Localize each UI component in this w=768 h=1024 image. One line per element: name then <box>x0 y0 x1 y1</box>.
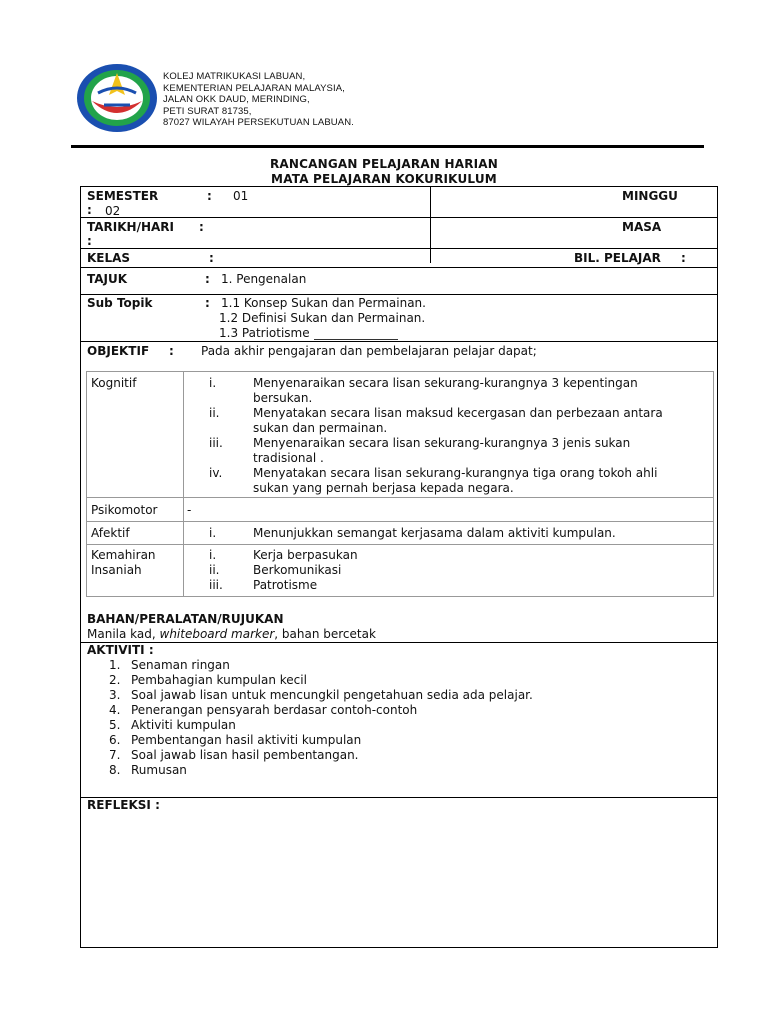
row-divider <box>87 544 713 545</box>
colon: : <box>207 189 212 203</box>
subtopik-item: 1.1 Konsep Sukan dan Permainan. <box>221 296 426 310</box>
item-number: iii. <box>209 436 223 450</box>
colon: : <box>681 251 686 265</box>
colon: : <box>199 220 204 234</box>
bahan-text-part: , bahan bercetak <box>274 627 376 641</box>
row-divider <box>81 341 717 342</box>
aktiviti-num: 4. <box>109 703 121 717</box>
underline <box>314 339 398 340</box>
aktiviti-item: Senaman ringan <box>131 658 230 672</box>
kognitif-item: Menyenaraikan secara lisan sekurang-kurangnya 3 jenis sukan tradisional . <box>253 436 631 465</box>
address-block <box>163 71 354 129</box>
kemahiran-label: Kemahiran <box>91 548 156 562</box>
document-title: RANCANGAN PELAJARAN HARIAN <box>269 157 499 171</box>
college-logo <box>76 63 158 133</box>
row-divider <box>81 248 717 249</box>
bahan-text-part: Manila kad, <box>87 627 156 641</box>
aktiviti-num: 2. <box>109 673 121 687</box>
objektif-text: Pada akhir pengajaran dan pembelajaran pelajar dapat; <box>201 344 537 358</box>
kemahiran-label: Insaniah <box>91 563 142 577</box>
subtopik-item: 1.3 Patriotisme <box>219 326 310 340</box>
aktiviti-item: Pembahagian kumpulan kecil <box>131 673 307 687</box>
colon: : <box>209 251 214 265</box>
aktiviti-item: Soal jawab lisan untuk mencungkil pengetahuan sedia ada pelajar. <box>131 688 533 702</box>
kelas-label: KELAS <box>87 251 131 265</box>
psikomotor-value: - <box>187 503 192 517</box>
aktiviti-label: AKTIVITI : <box>87 643 154 657</box>
address-line: KEMENTERIAN PELAJARAN MALAYSIA, <box>163 82 345 94</box>
kognitif-item: Menyatakan secara lisan sekurang-kurangnya tiga orang tokoh ahli sukan yang pernah berjasa kepada negara. <box>253 466 658 495</box>
item-number: iii. <box>209 578 223 592</box>
colon: : <box>87 234 92 248</box>
colon: : <box>205 272 210 286</box>
row-divider <box>87 521 713 522</box>
aktiviti-item: Aktiviti kumpulan <box>131 718 236 732</box>
kognitif-item: Menyatakan secara lisan maksud kecergasan dan perbezaan antara sukan dan permainan. <box>253 406 663 435</box>
kognitif-label: Kognitif <box>91 376 137 390</box>
kemahiran-item: Patrotisme <box>253 578 318 592</box>
psikomotor-label: Psikomotor <box>91 503 158 517</box>
refleksi-label: REFLEKSI : <box>87 798 160 812</box>
row-divider <box>81 217 717 218</box>
masa-label: MASA <box>622 220 662 234</box>
objectives-table <box>86 371 714 597</box>
bahan-text-italic: whiteboard marker <box>159 627 275 641</box>
kemahiran-item: Berkomunikasi <box>253 563 342 577</box>
semester-label: SEMESTER <box>87 189 159 203</box>
colon: : <box>205 296 210 310</box>
tajuk-value: 1. Pengenalan <box>221 272 307 286</box>
afektif-item: Menunjukkan semangat kerjasama dalam aktiviti kumpulan. <box>253 526 616 540</box>
aktiviti-item: Penerangan pensyarah berdasar contoh-contoh <box>131 703 418 717</box>
aktiviti-num: 1. <box>109 658 121 672</box>
item-number: ii. <box>209 406 220 420</box>
aktiviti-item: Pembentangan hasil aktiviti kumpulan <box>131 733 362 747</box>
item-number: ii. <box>209 563 220 577</box>
item-number: i. <box>209 526 217 540</box>
row-divider <box>81 642 717 643</box>
aktiviti-item: Soal jawab lisan hasil pembentangan. <box>131 748 359 762</box>
tarikh-label: TARIKH/HARI <box>87 220 175 234</box>
bahan-label: BAHAN/PERALATAN/RUJUKAN <box>87 612 284 626</box>
item-number: i. <box>209 548 217 562</box>
afektif-label: Afektif <box>91 526 130 540</box>
tajuk-label: TAJUK <box>87 272 128 286</box>
colon: : <box>87 203 92 217</box>
address-line: JALAN OKK DAUD, MERINDING, <box>163 94 310 106</box>
row-divider <box>81 797 717 798</box>
bil-pelajar-label: BIL. PELAJAR <box>574 251 661 265</box>
address-line: KOLEJ MATRIKUKASI LABUAN, <box>163 71 306 82</box>
kognitif-item: Menyenaraikan secara lisan sekurang-kurangnya 3 kepentingan bersukan. <box>253 376 638 405</box>
aktiviti-num: 7. <box>109 748 121 762</box>
column-divider <box>430 187 431 263</box>
aktiviti-item: Rumusan <box>131 763 187 777</box>
subtopik-item: 1.2 Definisi Sukan dan Permainan. <box>219 311 426 325</box>
subtopik-label: Sub Topik <box>87 296 153 310</box>
aktiviti-num: 6. <box>109 733 121 747</box>
semester-value: 01 <box>233 189 249 203</box>
address-line: PETI SURAT 81735, <box>163 105 252 117</box>
minggu-value: 02 <box>105 204 121 218</box>
header-divider <box>71 145 704 148</box>
aktiviti-num: 3. <box>109 688 121 702</box>
aktiviti-num: 5. <box>109 718 121 732</box>
document-subtitle: MATA PELAJARAN KOKURIKULUM <box>271 172 497 186</box>
row-divider <box>81 267 717 268</box>
address-line: 87027 WILAYAH PERSEKUTUAN LABUAN. <box>163 117 354 129</box>
lesson-plan-form <box>80 186 718 948</box>
item-number: iv. <box>209 466 223 480</box>
bahan-text <box>87 627 376 641</box>
objektif-label: OBJEKTIF <box>87 344 150 358</box>
minggu-label: MINGGU <box>622 189 678 203</box>
colon: : <box>169 344 174 358</box>
row-divider <box>87 497 713 498</box>
item-number: i. <box>209 376 217 390</box>
column-divider <box>183 372 184 596</box>
kemahiran-item: Kerja berpasukan <box>253 548 358 562</box>
aktiviti-num: 8. <box>109 763 121 777</box>
row-divider <box>81 294 717 295</box>
